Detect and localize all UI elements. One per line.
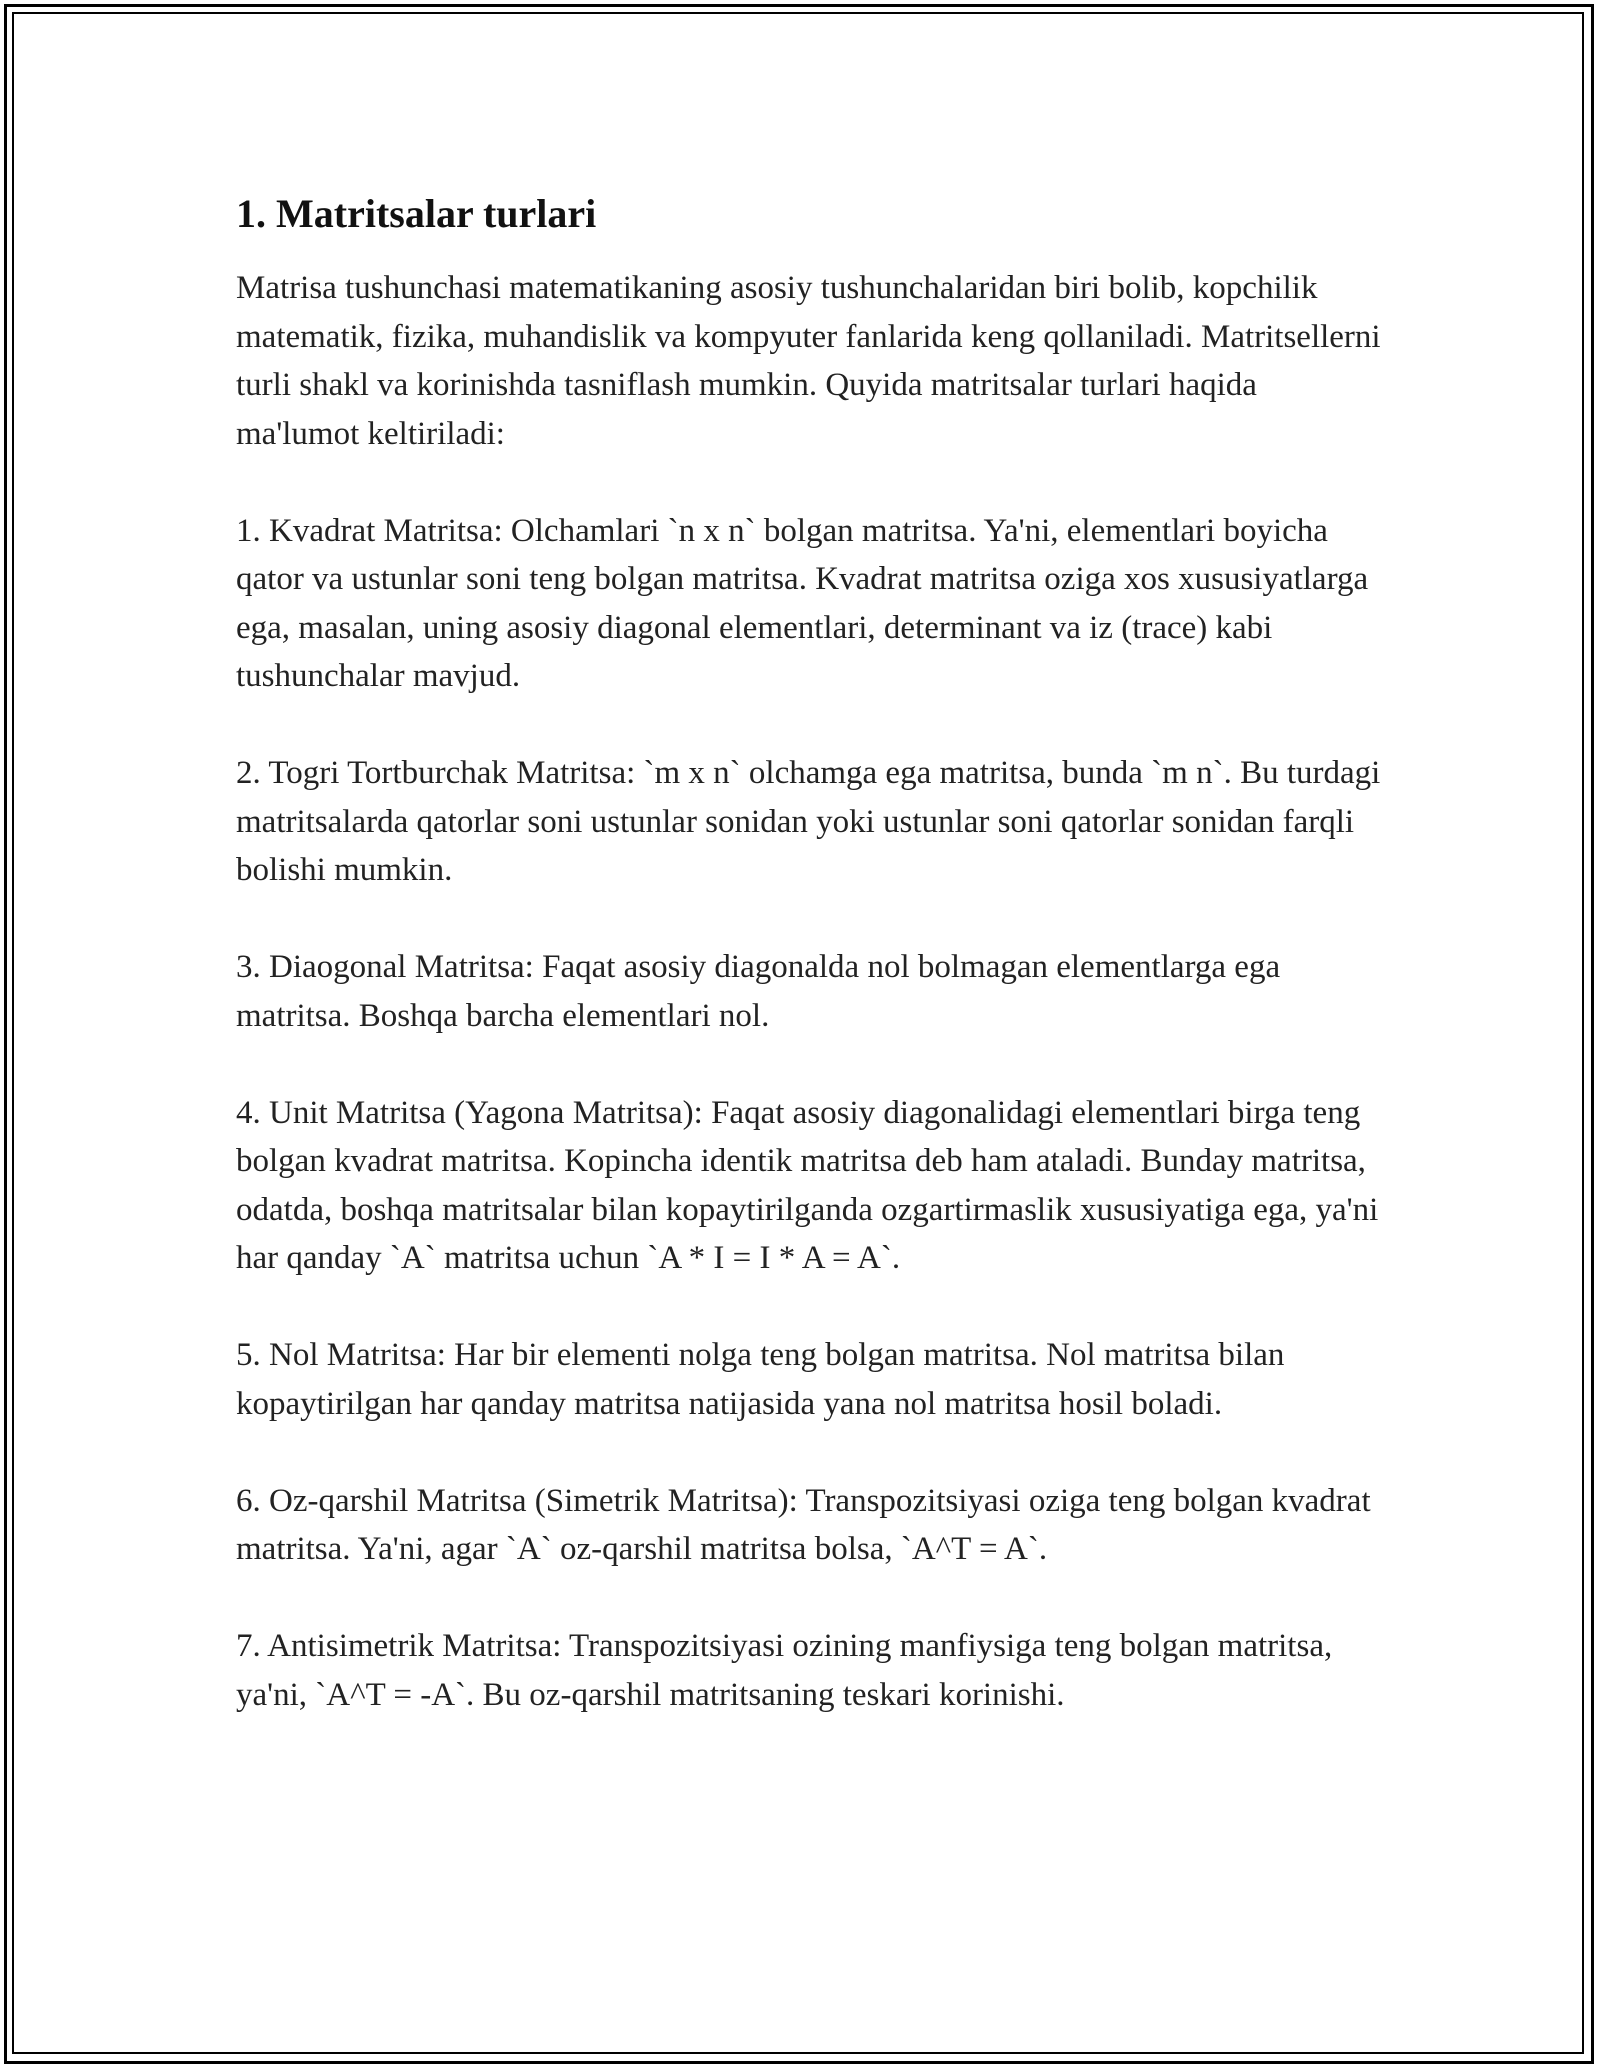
list-item-antisymmetric-matrix: 7. Antisimetrik Matritsa: Transpozitsiyasi ozining manfiysiga teng bolgan matritsa, ya'ni, `A^T = -A`. Bu oz-qarshil matritsaning teskari korinishi. [236, 1628, 1333, 1713]
document-body [236, 186, 1386, 1719]
section-title: 1. Matritsalar turlari [236, 191, 597, 236]
list-item-zero-matrix: 5. Nol Matritsa: Har bir elementi nolga teng bolgan matritsa. Nol matritsa bilan kopaytirilgan har qanday matritsa natijasida yana nol matritsa hosil boladi. [236, 1337, 1285, 1422]
list-item-symmetric-matrix: 6. Oz-qarshil Matritsa (Simetrik Matritsa): Transpozitsiyasi oziga teng bolgan kvadrat matritsa. Ya'ni, agar `A` oz-qarshil matritsa bolsa, `A^T = A`. [236, 1482, 1371, 1567]
list-item-square-matrix: 1. Kvadrat Matritsa: Olchamlari `n x n` bolgan matritsa. Ya'ni, elementlari boyicha qator va ustunlar soni teng bolgan matritsa. Kvadrat matritsa oziga xos xususiyatlarga ega, masalan, uning asosiy diagonal elementlari, determinant va iz (trace) kabi tushunchalar mavjud. [236, 512, 1369, 694]
list-item-diagonal-matrix: 3. Diaogonal Matritsa: Faqat asosiy diagonalda nol bolmagan elementlarga ega matritsa. Boshqa barcha elementlari nol. [236, 949, 1281, 1034]
list-item-rectangular-matrix: 2. Togri Tortburchak Matritsa: `m x n` olchamga ega matritsa, bunda `m n`. Bu turdagi matritsalarda qatorlar soni ustunlar sonidan yoki ustunlar soni qatorlar sonidan farqli bolishi mumkin. [236, 755, 1381, 888]
intro-paragraph: Matrisa tushunchasi matematikaning asosiy tushunchalaridan biri bolib, kopchilik matematik, fizika, muhandislik va kompyuter fanlarida keng qollaniladi. Matritsellerni turli shakl va korinishda tasniflash mumkin. Quyida matritsalar turlari haqida ma'lumot keltiriladi: [236, 270, 1381, 452]
list-item-unit-matrix: 4. Unit Matritsa (Yagona Matritsa): Faqat asosiy diagonalidagi elementlari birga teng bolgan kvadrat matritsa. Kopincha identik matritsa deb ham ataladi. Bunday matritsa, odatda, boshqa matritsalar bilan kopaytirilganda ozgartirmaslik xususiyatiga ega, ya'ni har qanday `A` matritsa uchun `A * I = I * A = A`. [236, 1094, 1379, 1276]
